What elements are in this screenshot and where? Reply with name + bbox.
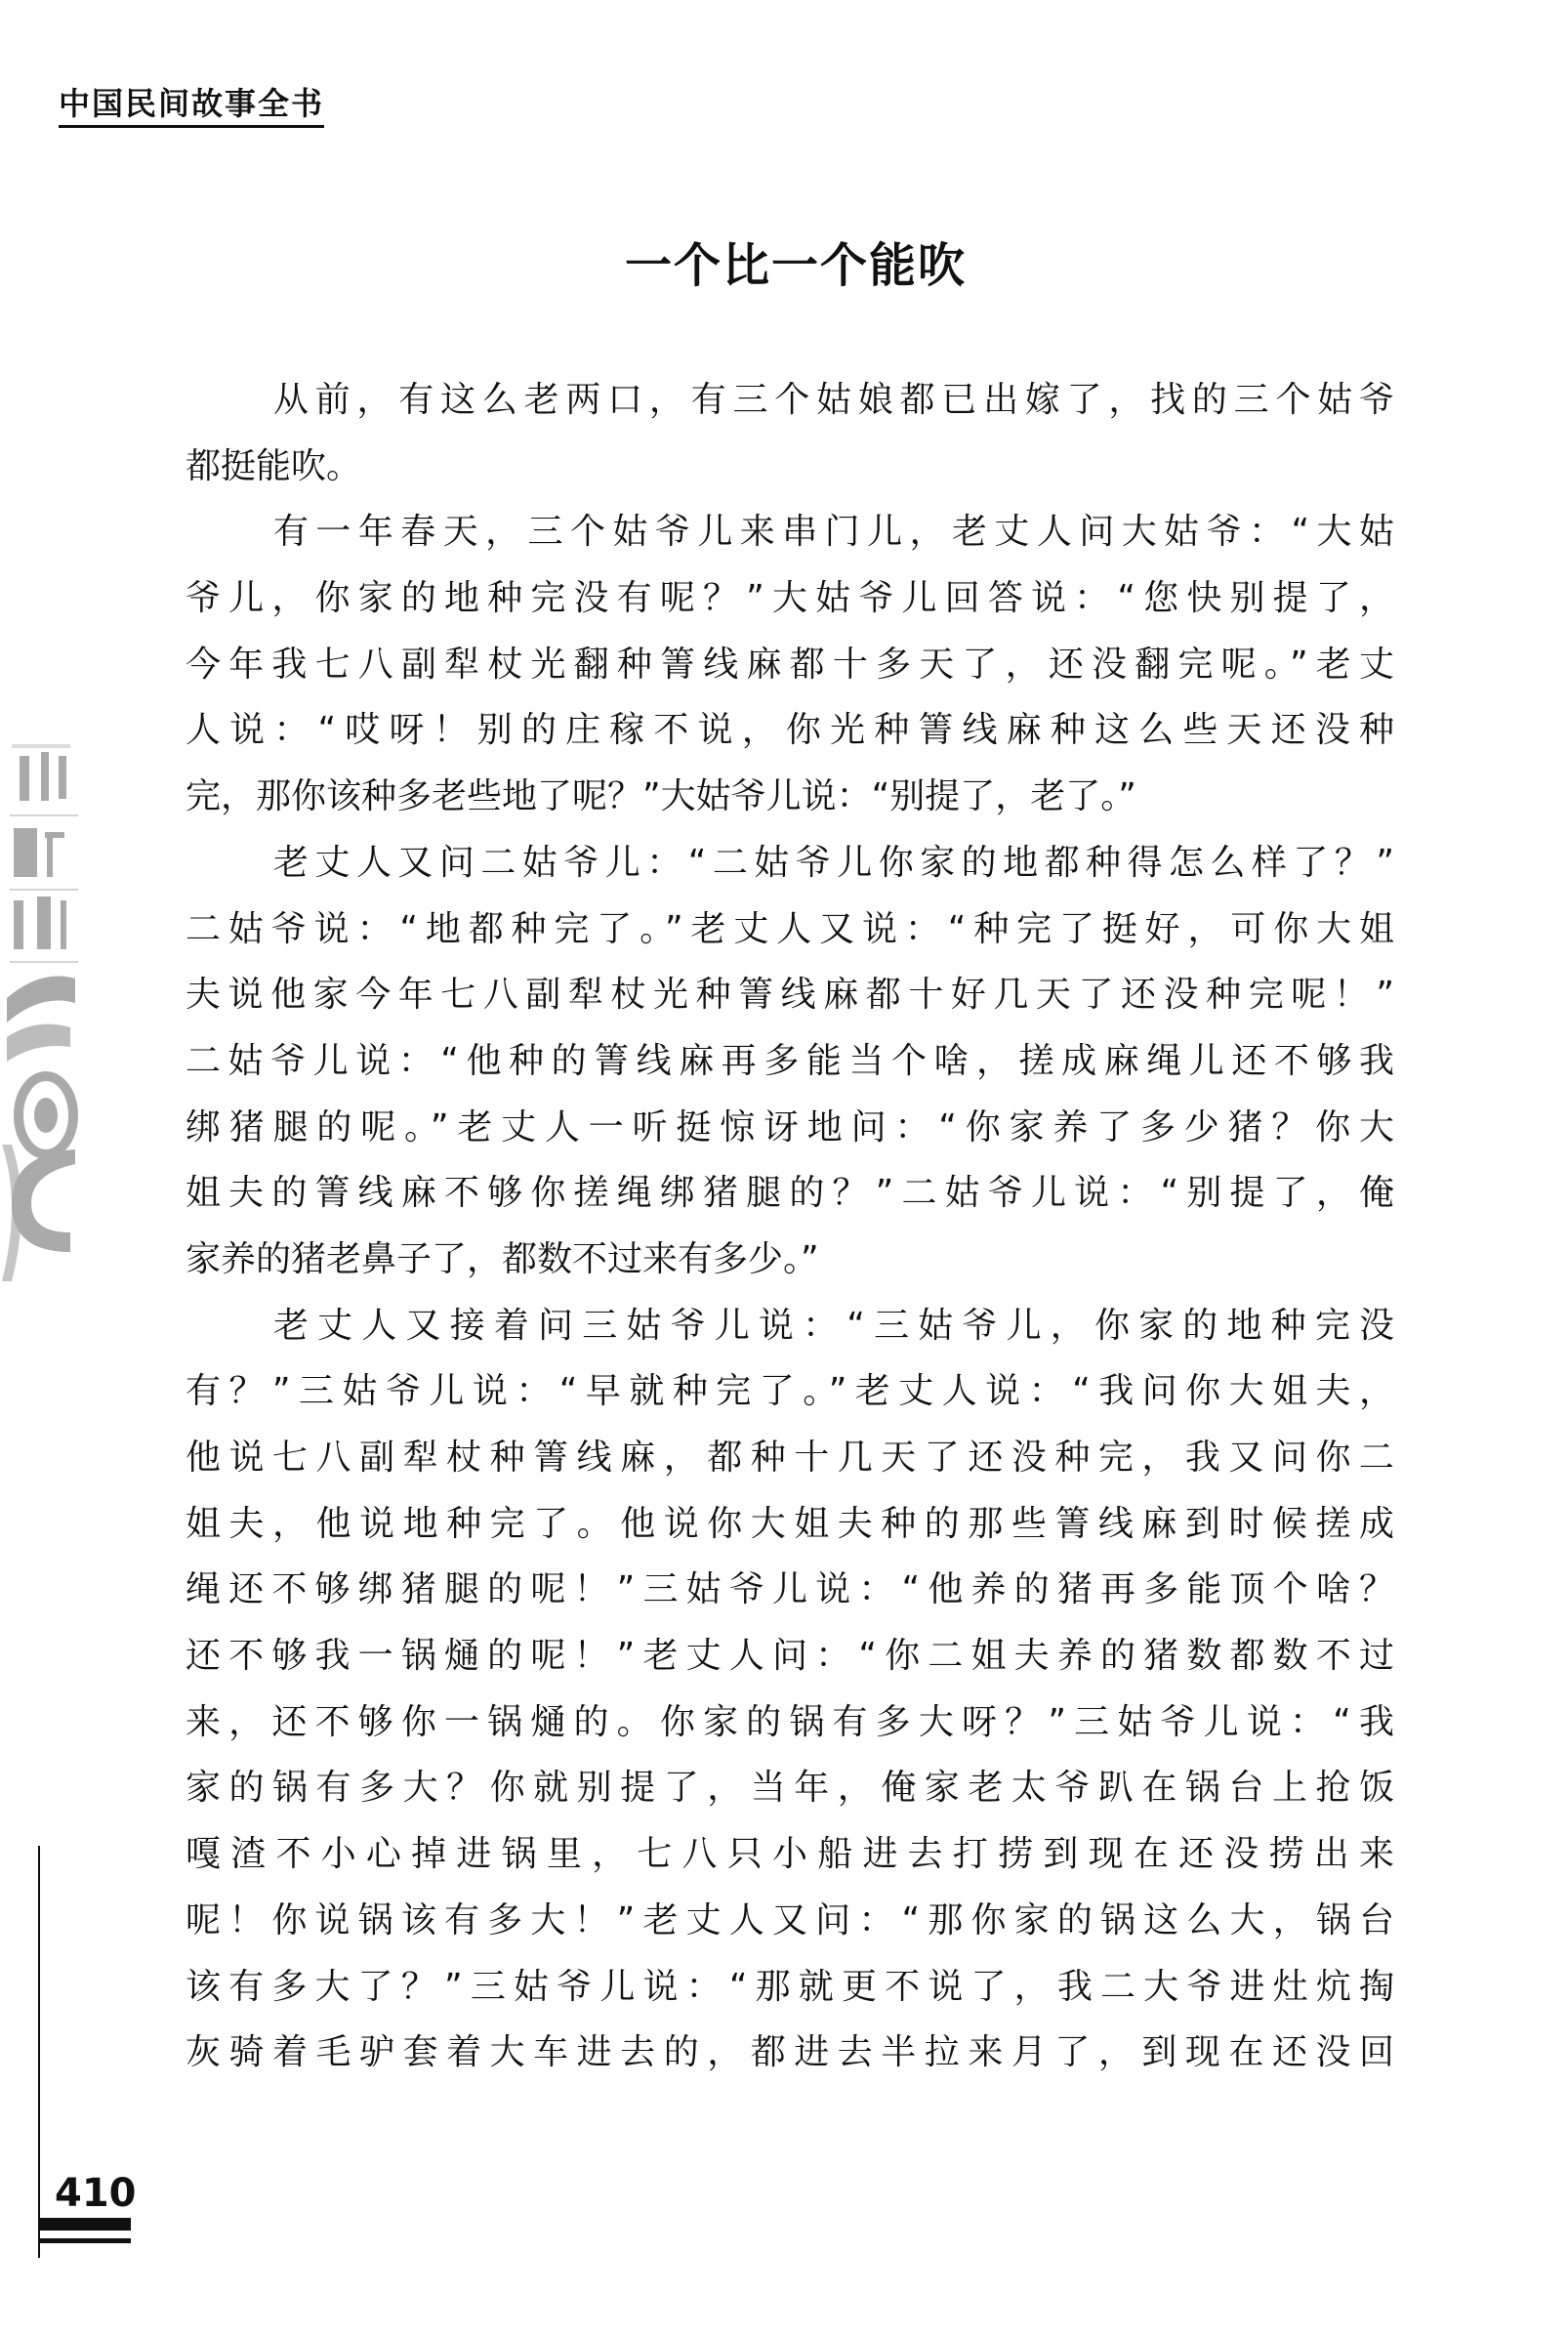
paragraph-4-line: 绳还不够绑猪腿的呢！”三姑爷儿说：“他养的猪再多能顶个啥？ [186, 1569, 1394, 1610]
paragraph-3-line: 老丈人又问二姑爷儿：“二姑爷儿你家的地都种得怎么样了？” [273, 842, 1394, 883]
paragraph-3-line: 夫说他家今年七八副犁杖光种箐线麻都十好几天了还没种完呢！” [186, 975, 1394, 1016]
paragraph-4-line: 还不够我一锅熥的呢！”老丈人问：“你二姐夫养的猪数都数不过 [186, 1636, 1394, 1677]
paragraph-3-line: 绑猪腿的呢。”老丈人一听挺惊讶地问：“你家养了多少猪？你大 [186, 1106, 1394, 1147]
page-number: 410 [55, 2171, 137, 2216]
paragraph-2-line: 完，那你该种多老些地了呢？”大姑爷儿说：“别提了，老了。” [186, 776, 1136, 817]
footer-rule-thick [39, 2218, 131, 2231]
story-title: 一个比一个能吹 [624, 238, 967, 293]
paragraph-3-line: 姐夫的箐线麻不够你搓绳绑猪腿的？”二姑爷儿说：“别提了，俺 [186, 1173, 1394, 1214]
paragraph-2-line: 爷儿，你家的地种完没有呢？”大姑爷儿回答说：“您快别提了， [186, 578, 1394, 619]
paragraph-4-line: 家的锅有多大？你就别提了，当年，俺家老太爷趴在锅台上抢饭 [186, 1768, 1394, 1809]
paragraph-2-line: 有一年春天，三个姑爷儿来串门儿，老丈人问大姑爷：“大姑 [273, 512, 1394, 553]
paragraph-3-line: 二姑爷说：“地都种完了。”老丈人又说：“种完了挺好，可你大姐 [186, 908, 1394, 949]
paragraph-4-line: 来，还不够你一锅熥的。你家的锅有多大呀？”三姑爷儿说：“我 [186, 1701, 1394, 1742]
paragraph-4-line: 灰骑着毛驴套着大车进去的，都进去半拉来月了，到现在还没回 [186, 2032, 1394, 2073]
running-head-book-title: 中国民间故事全书 [59, 84, 324, 128]
paragraph-1-line: 都挺能吹。 [186, 445, 362, 486]
paragraph-4-line: 他说七八副犁杖种箐线麻，都种十几天了还没种完，我又问你二 [186, 1438, 1394, 1478]
paragraph-4-line: 老丈人又接着问三姑爷儿说：“三姑爷儿，你家的地种完没 [273, 1305, 1394, 1346]
paragraph-2-line: 人说：“哎呀！别的庄稼不说，你光种箐线麻种这么些天还没种 [186, 710, 1394, 751]
story-body [186, 367, 1394, 2086]
decorative-side-emblem [2, 734, 82, 1287]
margin-rule [38, 1846, 40, 2258]
paragraph-3-line: 家养的猪老鼻子了，都数不过来有多少。” [186, 1238, 819, 1279]
paragraph-4-line: 嘎渣不小心掉进锅里，七八只小船进去打捞到现在还没捞出来 [186, 1834, 1394, 1875]
paragraph-2-line: 今年我七八副犁杖光翻种箐线麻都十多天了，还没翻完呢。”老丈 [186, 644, 1394, 685]
footer-rule-thin [39, 2238, 131, 2243]
paragraph-1-line: 从前，有这么老两口，有三个姑娘都已出嫁了，找的三个姑爷 [273, 380, 1394, 420]
paragraph-3-line: 二姑爷儿说：“他种的箐线麻再多能当个啥，搓成麻绳儿还不够我 [186, 1040, 1394, 1081]
paragraph-4-line: 有？”三姑爷儿说：“早就种完了。”老丈人说：“我问你大姐夫， [186, 1371, 1394, 1412]
paragraph-4-line: 该有多大了？”三姑爷儿说：“那就更不说了，我二大爷进灶炕掏 [186, 1966, 1394, 2007]
paragraph-4-line: 姐夫，他说地种完了。他说你大姐夫种的那些箐线麻到时候搓成 [186, 1503, 1394, 1544]
paragraph-4-line: 呢！你说锅该有多大！”老丈人又问：“那你家的锅这么大，锅台 [186, 1899, 1394, 1940]
